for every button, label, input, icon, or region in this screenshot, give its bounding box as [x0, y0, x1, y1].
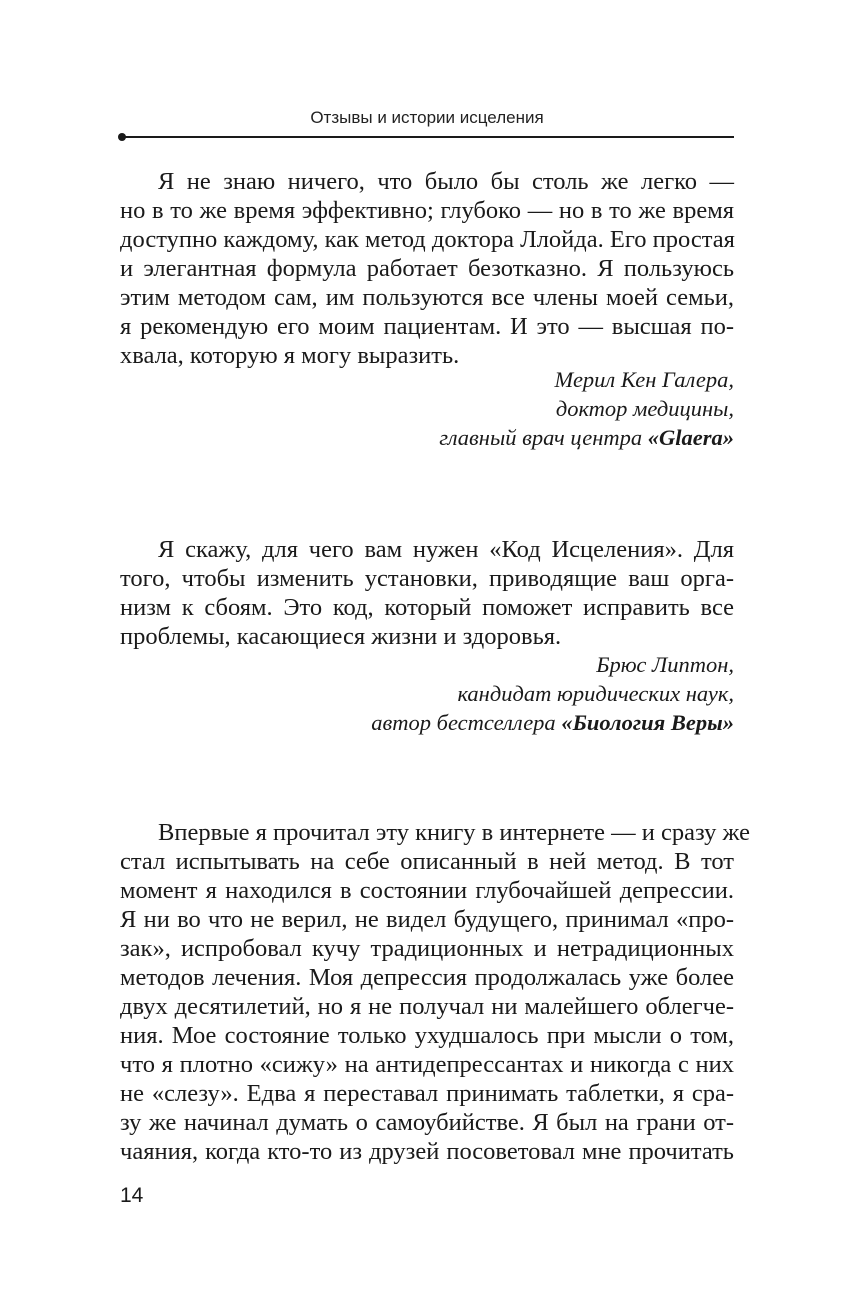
testimonial-1-text [120, 167, 734, 370]
testimonial-2-attribution [234, 650, 734, 737]
text-line: Я ни во что не верил, не видел будущего, принимал «про- [120, 906, 734, 933]
text-line: что я плотно «сижу» на антидепрессантах и никогда с них [120, 1051, 734, 1078]
running-head: Отзывы и истории исцеления [310, 108, 544, 127]
text-line: Я скажу, для чего вам нужен «Код Исцеления». Для [158, 536, 734, 563]
text-line: я рекомендую его моим пациентам. И это — высшая по- [120, 313, 734, 340]
text-line: но в то же время эффективно; глубоко — но в то же время [120, 197, 734, 224]
text-line: этим методом сам, им пользуются все члены моей семьи, [120, 284, 734, 311]
text-line: того, чтобы изменить установки, приводящие ваш орга- [120, 565, 734, 592]
text-line: Впервые я прочитал эту книгу в интернете — и сразу же [158, 819, 750, 846]
text-line: Я не знаю ничего, что было бы столь же легко — [158, 168, 734, 195]
text-line: доступно каждому, как метод доктора Ллойда. Его простая [120, 226, 735, 253]
author-name: Мерил Кен Галера, [554, 367, 734, 392]
author-degree: доктор медицины, [555, 396, 734, 421]
text-line: методов лечения. Моя депрессия продолжалась уже более [120, 964, 734, 991]
author-position: главный врач центра «Glaera» [439, 425, 734, 450]
text-line: стал испытывать на себе описанный в ней метод. В тот [120, 848, 734, 875]
text-line: двух десятилетий, но я не получал ни малейшего облегче- [120, 993, 734, 1020]
text-line: чаяния, когда кто-то из друзей посоветовал мне прочитать [120, 1138, 734, 1165]
organization-name: «Glaera» [647, 425, 734, 450]
testimonial-2-text [120, 535, 734, 651]
text-line: зу же начинал думать о самоубийстве. Я был на грани от- [120, 1109, 734, 1136]
header-rule [124, 136, 734, 138]
author-position: автор бестселлера «Биология Веры» [371, 710, 734, 735]
text-line: ния. Мое состояние только ухудшалось при мысли о том, [120, 1022, 734, 1049]
testimonial-1-attribution [234, 365, 734, 452]
text-line: не «слезу». Едва я переставал принимать таблетки, я сра- [120, 1080, 734, 1107]
text-line: момент я находился в состоянии глубочайшей депрессии. [120, 877, 734, 904]
page-number: 14 [120, 1184, 144, 1207]
text-line: проблемы, касающиеся жизни и здоровья. [120, 623, 562, 650]
testimonial-3-text [120, 818, 750, 1166]
author-name: Брюс Липтон, [596, 652, 734, 677]
book-title: «Биология Веры» [561, 710, 734, 735]
author-degree: кандидат юридических наук, [457, 681, 734, 706]
text-line: хвала, которую я могу выразить. [120, 342, 460, 369]
text-line: и элегантная формула работает безотказно. Я пользуюсь [120, 255, 734, 282]
text-line: низм к сбоям. Это код, который поможет исправить все [120, 594, 734, 621]
text-line: зак», испробовал кучу традиционных и нетрадиционных [120, 935, 734, 962]
